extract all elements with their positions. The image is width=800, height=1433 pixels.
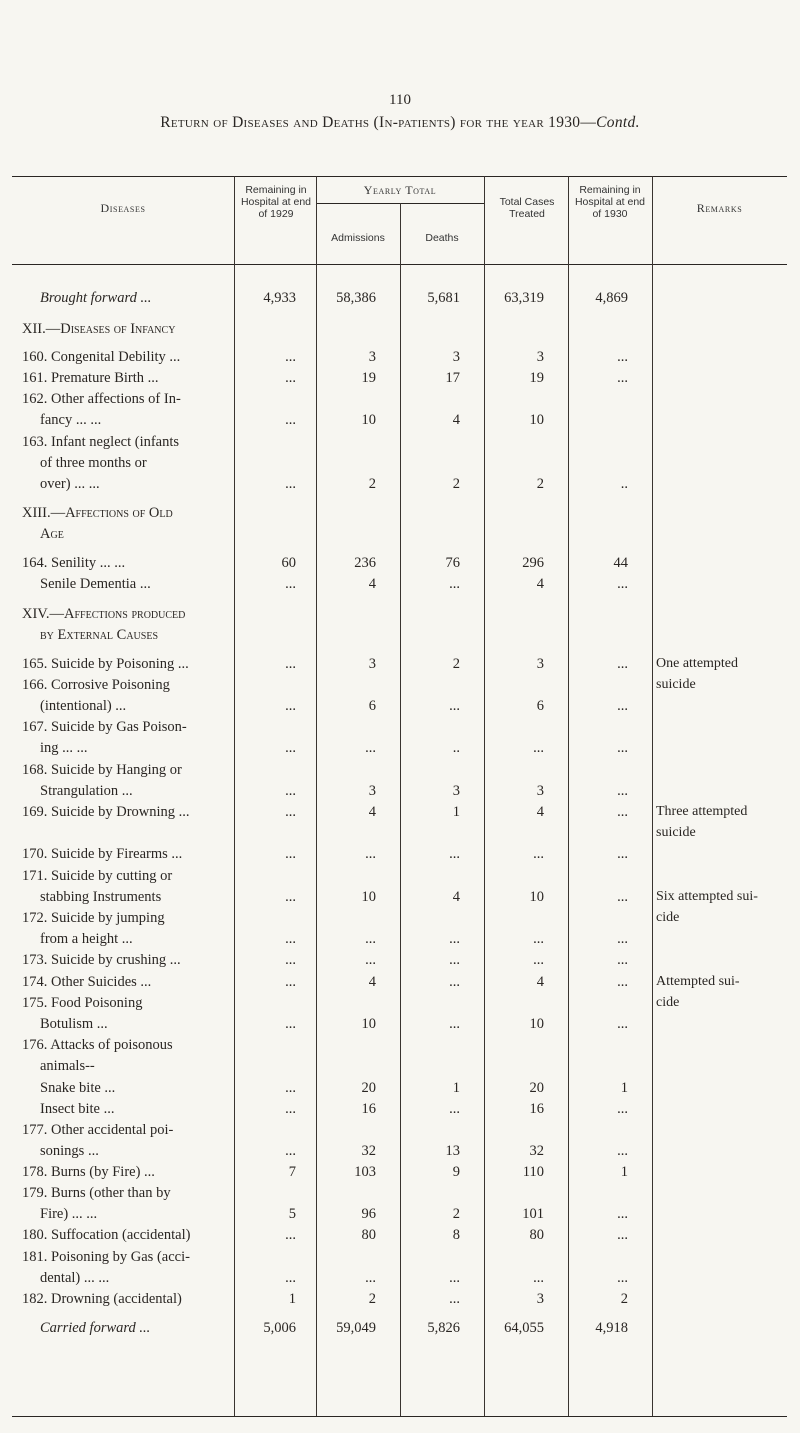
cell-adm: 19 (361, 370, 376, 386)
table-row (0, 555, 800, 575)
table-row (0, 1101, 800, 1121)
disease-label: 170. Suicide by Firearms ... (22, 846, 183, 862)
cell-total: 3 (536, 783, 544, 799)
disease-label: 173. Suicide by crushing ... (22, 952, 181, 968)
table-row (0, 1249, 800, 1269)
disease-label: 161. Premature Birth ... (22, 370, 159, 386)
cell-adm: ... (365, 952, 376, 968)
cell-adm: 10 (361, 889, 376, 905)
cell-adm: 4 (368, 974, 376, 990)
disease-label: XIII.—Affections of Old (22, 505, 173, 521)
cell-rem30: ... (617, 1206, 628, 1222)
cell-rem29: ... (285, 1227, 296, 1243)
cell-deaths: 9 (452, 1164, 460, 1180)
disease-label: dental) ... ... (40, 1270, 110, 1286)
cell-deaths: 8 (452, 1227, 460, 1243)
cell-total: 4 (536, 974, 544, 990)
cell-deaths: ... (449, 952, 460, 968)
disease-label: Strangulation ... (40, 783, 133, 799)
cell-rem30: ... (617, 1270, 628, 1286)
table-row (0, 1206, 800, 1226)
cell-deaths: ... (449, 1016, 460, 1032)
cell-rem29: 5 (288, 1206, 296, 1222)
page-title-contd: Contd. (596, 114, 640, 131)
cell-rem30: 1 (620, 1164, 628, 1180)
disease-label: Age (40, 526, 64, 542)
header-deaths: Deaths (425, 232, 459, 244)
table-row (0, 1227, 800, 1247)
cell-adm: 4 (368, 804, 376, 820)
remarks-cell: One attempted (656, 656, 739, 671)
cell-rem29: ... (285, 412, 296, 428)
header-remaining-start: Remaining in Hospital at end of 1929 (240, 184, 312, 220)
table-row (0, 321, 800, 341)
table-row (0, 576, 800, 596)
cell-total: 3 (536, 349, 544, 365)
table-top-rule (12, 176, 787, 177)
cell-deaths: 1 (452, 804, 460, 820)
cell-rem30: ... (617, 576, 628, 592)
table-row (0, 889, 800, 909)
disease-label: by External Causes (40, 627, 159, 643)
cell-adm: 2 (368, 476, 376, 492)
disease-label: 167. Suicide by Gas Poison- (22, 719, 187, 735)
cell-deaths: ... (449, 974, 460, 990)
cell-rem29: ... (285, 783, 296, 799)
disease-label: 172. Suicide by jumping (22, 910, 165, 926)
disease-label: Botulism ... (40, 1016, 108, 1032)
disease-label: 165. Suicide by Poisoning ... (22, 656, 189, 672)
disease-label: 178. Burns (by Fire) ... (22, 1164, 155, 1180)
cell-rem29: ... (285, 476, 296, 492)
table-row (0, 995, 800, 1015)
disease-label: 179. Burns (other than by (22, 1185, 171, 1201)
page-title (0, 114, 800, 132)
table-row (0, 1270, 800, 1290)
cell-deaths: ... (449, 698, 460, 714)
cell-adm: 103 (354, 1164, 376, 1180)
disease-label: 180. Suffocation (accidental) (22, 1227, 191, 1243)
cell-total: 10 (529, 412, 544, 428)
table-row (0, 391, 800, 411)
cell-adm: 3 (368, 783, 376, 799)
page-number: 110 (389, 92, 411, 108)
cell-deaths: 2 (452, 476, 460, 492)
table-row (0, 804, 800, 824)
cell-rem29: ... (285, 889, 296, 905)
table-row (0, 627, 800, 647)
remarks-cell: Three attempted (656, 804, 748, 819)
cell-deaths: ... (449, 931, 460, 947)
cell-deaths: 3 (452, 349, 460, 365)
table-row (0, 412, 800, 432)
cell-rem29: ... (285, 698, 296, 714)
cell-total: 10 (529, 1016, 544, 1032)
disease-label: stabbing Instruments (40, 889, 162, 905)
table-row (0, 1016, 800, 1036)
cell-adm: ... (365, 931, 376, 947)
disease-label: Insect bite ... (40, 1101, 115, 1117)
table-row (0, 868, 800, 888)
cell-total: 110 (522, 1164, 544, 1180)
cell-rem29: 4,933 (263, 290, 296, 306)
cell-rem30: 4,869 (595, 290, 628, 306)
cell-total: ... (533, 740, 544, 756)
cell-total: ... (533, 952, 544, 968)
table-row (0, 455, 800, 475)
header-admissions: Admissions (331, 232, 385, 244)
cell-adm: 3 (368, 349, 376, 365)
cell-deaths: 1 (452, 1080, 460, 1096)
cell-adm: 58,386 (336, 290, 376, 306)
table-row (0, 476, 800, 496)
cell-deaths: ... (449, 846, 460, 862)
disease-label: 177. Other accidental poi- (22, 1122, 174, 1138)
disease-label: of three months or (40, 455, 147, 471)
table-row (0, 783, 800, 803)
cell-deaths: 5,826 (427, 1320, 460, 1336)
table-row (0, 434, 800, 454)
cell-adm: 2 (368, 1291, 376, 1307)
cell-deaths: 17 (445, 370, 460, 386)
disease-label: fancy ... ... (40, 412, 102, 428)
cell-rem30: ... (617, 1227, 628, 1243)
cell-adm: 16 (361, 1101, 376, 1117)
cell-total: 101 (522, 1206, 544, 1222)
header-diseases: Diseases (100, 201, 146, 215)
remarks-cell: Attempted sui- (656, 974, 740, 989)
disease-label: 164. Senility ... ... (22, 555, 126, 571)
table-row (0, 1080, 800, 1100)
table-row (0, 1122, 800, 1142)
disease-label: Fire) ... ... (40, 1206, 98, 1222)
disease-label: 174. Other Suicides ... (22, 974, 152, 990)
table-row (0, 656, 800, 676)
cell-deaths: ... (449, 1270, 460, 1286)
table-row (0, 606, 800, 626)
table-row (0, 349, 800, 369)
table-row (0, 952, 800, 972)
cell-adm: ... (365, 1270, 376, 1286)
table-row (0, 290, 800, 310)
page-title-main: Return of Diseases and Deaths (In-patients) for the year 1930— (160, 114, 597, 131)
table-row (0, 931, 800, 951)
table-row (0, 1143, 800, 1163)
cell-rem30: ... (617, 698, 628, 714)
header-remarks: Remarks (696, 201, 743, 215)
cell-rem30: ... (617, 349, 628, 365)
cell-rem29: ... (285, 1143, 296, 1159)
table-row (0, 526, 800, 546)
cell-deaths: .. (452, 740, 460, 756)
cell-adm: 6 (368, 698, 376, 714)
cell-total: 2 (536, 476, 544, 492)
table-row (0, 370, 800, 390)
cell-rem30: ... (617, 783, 628, 799)
cell-rem29: ... (285, 1101, 296, 1117)
cell-total: 20 (529, 1080, 544, 1096)
table-row (0, 677, 800, 697)
disease-label: Carried forward ... (40, 1320, 151, 1336)
cell-adm: 96 (361, 1206, 376, 1222)
cell-deaths: 5,681 (427, 290, 460, 306)
remarks-cell: suicide (656, 825, 696, 840)
disease-label: (intentional) ... (40, 698, 127, 714)
cell-rem30: ... (617, 370, 628, 386)
remarks-cell: Six attempted sui- (656, 889, 758, 904)
header-yearly-total: Yearly Total (363, 183, 437, 197)
disease-label: 169. Suicide by Drowning ... (22, 804, 190, 820)
cell-rem29: 60 (281, 555, 296, 571)
disease-label: 160. Congenital Debility ... (22, 349, 181, 365)
cell-rem29: ... (285, 1080, 296, 1096)
cell-total: 3 (536, 656, 544, 672)
disease-label: 163. Infant neglect (infants (22, 434, 180, 450)
cell-total: 296 (522, 555, 544, 571)
cell-rem30: 1 (620, 1080, 628, 1096)
cell-deaths: 76 (445, 555, 460, 571)
cell-rem29: ... (285, 974, 296, 990)
remarks-cell: suicide (656, 677, 696, 692)
table-row (0, 740, 800, 760)
cell-rem29: ... (285, 740, 296, 756)
cell-rem30: ... (617, 931, 628, 947)
cell-rem30: 44 (613, 555, 628, 571)
disease-label: Senile Dementia ... (40, 576, 151, 592)
cell-total: 6 (536, 698, 544, 714)
disease-label: 166. Corrosive Poisoning (22, 677, 170, 693)
cell-rem29: ... (285, 804, 296, 820)
cell-adm: 10 (361, 412, 376, 428)
disease-label: over) ... ... (40, 476, 100, 492)
cell-adm: 20 (361, 1080, 376, 1096)
table-row (0, 1037, 800, 1057)
cell-total: 19 (529, 370, 544, 386)
remarks-cell: cide (656, 995, 680, 1010)
cell-rem30: ... (617, 740, 628, 756)
cell-deaths: ... (449, 1101, 460, 1117)
cell-rem29: ... (285, 952, 296, 968)
disease-label: Snake bite ... (40, 1080, 116, 1096)
disease-label: ing ... ... (40, 740, 88, 756)
cell-rem29: ... (285, 1016, 296, 1032)
cell-adm: 59,049 (336, 1320, 376, 1336)
disease-label: XII.—Diseases of Infancy (22, 321, 176, 337)
cell-rem30: ... (617, 846, 628, 862)
cell-rem30: .. (620, 476, 628, 492)
disease-label: from a height ... (40, 931, 133, 947)
cell-adm: 236 (354, 555, 376, 571)
cell-adm: 4 (368, 576, 376, 592)
table-row (0, 719, 800, 739)
cell-rem29: 7 (288, 1164, 296, 1180)
cell-total: 32 (529, 1143, 544, 1159)
cell-rem29: 1 (288, 1291, 296, 1307)
cell-deaths: 13 (445, 1143, 460, 1159)
table-row (0, 1291, 800, 1311)
table-row (0, 762, 800, 782)
cell-deaths: 4 (452, 412, 460, 428)
cell-rem30: ... (617, 804, 628, 820)
cell-total: ... (533, 931, 544, 947)
cell-total: 10 (529, 889, 544, 905)
table-bottom-rule (12, 1416, 787, 1417)
table-row (0, 910, 800, 930)
cell-adm: 10 (361, 1016, 376, 1032)
table-row (0, 1058, 800, 1078)
table-row (0, 1320, 800, 1340)
cell-total: 16 (529, 1101, 544, 1117)
cell-rem29: ... (285, 656, 296, 672)
cell-total: ... (533, 846, 544, 862)
cell-rem29: ... (285, 931, 296, 947)
cell-rem29: ... (285, 1270, 296, 1286)
cell-adm: ... (365, 740, 376, 756)
cell-total: 4 (536, 804, 544, 820)
disease-label: Brought forward ... (40, 290, 152, 306)
disease-label: 176. Attacks of poisonous (22, 1037, 173, 1053)
disease-label: 182. Drowning (accidental) (22, 1291, 182, 1307)
cell-total: 63,319 (504, 290, 544, 306)
table-row (0, 1185, 800, 1205)
table-row (0, 505, 800, 525)
disease-label: 175. Food Poisoning (22, 995, 143, 1011)
cell-rem30: 2 (620, 1291, 628, 1307)
cell-adm: ... (365, 846, 376, 862)
disease-label: XIV.—Affections produced (22, 606, 186, 622)
cell-rem30: ... (617, 952, 628, 968)
table-row (0, 1164, 800, 1184)
table-row (0, 846, 800, 866)
cell-rem30: ... (617, 889, 628, 905)
cell-rem30: ... (617, 1143, 628, 1159)
cell-total: 4 (536, 576, 544, 592)
cell-rem29: ... (285, 576, 296, 592)
cell-rem30: ... (617, 974, 628, 990)
disease-label: animals-- (40, 1058, 95, 1074)
table-row (0, 974, 800, 994)
cell-rem29: ... (285, 846, 296, 862)
disease-label: 181. Poisoning by Gas (acci- (22, 1249, 190, 1265)
cell-deaths: 4 (452, 889, 460, 905)
cell-deaths: 2 (452, 656, 460, 672)
remarks-cell: cide (656, 910, 680, 925)
table-row (0, 825, 800, 845)
cell-deaths: 2 (452, 1206, 460, 1222)
disease-label: 168. Suicide by Hanging or (22, 762, 182, 778)
cell-rem30: 4,918 (595, 1320, 628, 1336)
cell-deaths: 3 (452, 783, 460, 799)
disease-label: sonings ... (40, 1143, 99, 1159)
cell-adm: 80 (361, 1227, 376, 1243)
cell-rem29: ... (285, 370, 296, 386)
cell-deaths: ... (449, 576, 460, 592)
header-remaining-end: Remaining in Hospital at end of 1930 (574, 184, 646, 220)
cell-total: 3 (536, 1291, 544, 1307)
cell-adm: 3 (368, 656, 376, 672)
disease-label: 162. Other affections of In- (22, 391, 181, 407)
disease-label: 171. Suicide by cutting or (22, 868, 173, 884)
cell-total: 80 (529, 1227, 544, 1243)
cell-deaths: ... (449, 1291, 460, 1307)
cell-rem29: ... (285, 349, 296, 365)
cell-rem29: 5,006 (263, 1320, 296, 1336)
table-row (0, 698, 800, 718)
header-total-cases: Total Cases Treated (499, 196, 555, 220)
cell-total: ... (533, 1270, 544, 1286)
cell-total: 64,055 (504, 1320, 544, 1336)
cell-rem30: ... (617, 656, 628, 672)
cell-rem30: ... (617, 1101, 628, 1117)
cell-adm: 32 (361, 1143, 376, 1159)
cell-rem30: ... (617, 1016, 628, 1032)
